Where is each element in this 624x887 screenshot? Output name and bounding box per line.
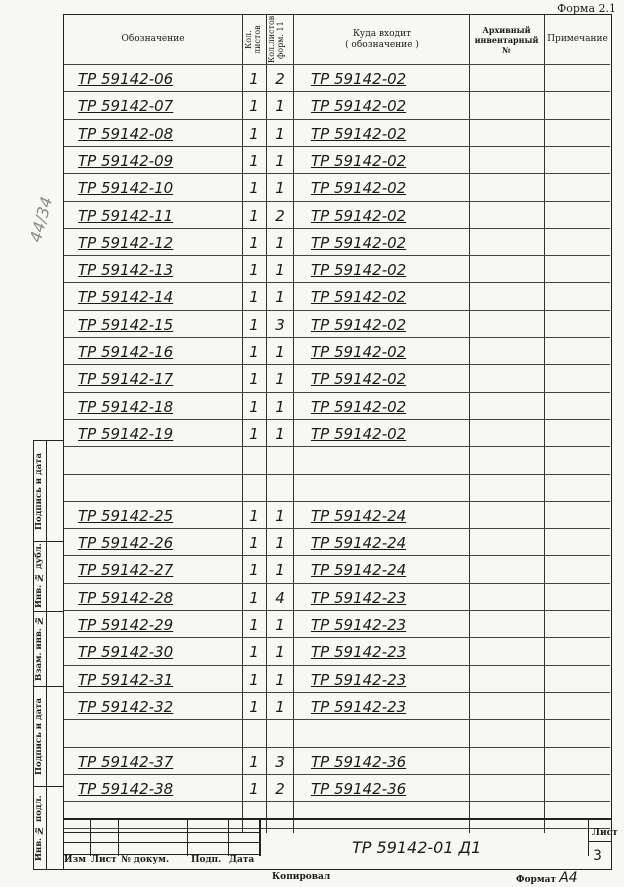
format-sheets-cell: 1	[275, 397, 285, 416]
sheets-cell	[244, 721, 264, 747]
sheets-cell: 1	[249, 315, 259, 334]
row-divider	[64, 583, 610, 584]
row-divider	[64, 228, 610, 229]
document-designation: ТР 59142-01 Д1	[352, 838, 482, 857]
row-divider	[64, 555, 610, 556]
where-used-cell: ТР 59142-23	[311, 697, 407, 716]
designation-cell: ТР 59142-31	[78, 670, 174, 689]
sheets-cell: 1	[249, 616, 259, 634]
sheets-cell: 1	[249, 343, 259, 361]
designation-cell: ТР 59142-10	[78, 179, 174, 198]
sheets-cell: 1	[249, 206, 259, 225]
designation-cell: ТР 59142-38	[78, 779, 174, 798]
row-divider	[64, 801, 610, 802]
stamp-col-line	[259, 818, 261, 856]
row-divider	[64, 364, 610, 365]
row-divider	[64, 282, 610, 283]
format-sheets-cell: 1	[275, 506, 285, 525]
format-sheets-cell: 4	[275, 588, 285, 607]
row-divider	[64, 528, 610, 529]
row-divider	[64, 719, 610, 720]
format-sheets-cell: 1	[275, 151, 285, 170]
designation-cell: ТР 59142-14	[78, 288, 174, 307]
sheets-cell: 1	[249, 561, 259, 580]
sheets-cell: 1	[249, 643, 259, 662]
designation-cell: ТР 59142-28	[78, 588, 174, 607]
row-divider	[64, 610, 610, 611]
side-divider	[34, 541, 64, 542]
sheets-cell: 1	[249, 424, 259, 443]
where-used-cell: ТР 59142-02	[311, 370, 407, 389]
where-used-cell: ТР 59142-02	[311, 343, 407, 361]
designation-cell: ТР 59142-30	[78, 643, 174, 662]
sheets-cell: 1	[249, 370, 259, 389]
format-sheets-cell: 1	[275, 424, 285, 443]
where-used-cell: ТР 59142-23	[311, 588, 407, 607]
row-divider	[64, 637, 610, 638]
column-divider	[266, 15, 267, 833]
header-divider	[64, 64, 610, 65]
stamp-col-line	[588, 818, 589, 856]
designation-cell: ТР 59142-09	[78, 151, 174, 170]
side-label: Взам. инв. №	[34, 615, 44, 682]
row-divider	[64, 419, 610, 420]
pencil-note: 44/34	[25, 194, 57, 245]
format-label: Формат А4	[516, 870, 578, 886]
designation-cell: ТР 59142-12	[78, 233, 174, 252]
designation-cell: ТР 59142-37	[78, 752, 174, 771]
format-sheets-cell: 2	[275, 206, 285, 225]
sheets-cell: 1	[249, 506, 259, 525]
sheets-cell: 1	[249, 697, 259, 716]
format-sheets-cell: 1	[275, 697, 285, 716]
row-divider	[64, 255, 610, 256]
designation-cell: ТР 59142-13	[78, 261, 174, 280]
row-divider	[64, 774, 610, 775]
where-used-cell: ТР 59142-02	[311, 124, 407, 143]
column-divider	[544, 15, 545, 833]
row-divider	[64, 692, 610, 693]
row-divider	[64, 392, 610, 393]
stamp-column-label: Лист	[91, 855, 117, 865]
row-divider	[64, 91, 610, 92]
sheets-cell: 1	[249, 261, 259, 280]
sheets-cell: 1	[249, 70, 259, 88]
where-used-cell: ТР 59142-02	[311, 70, 407, 88]
format-sheets-cell	[270, 476, 290, 502]
side-divider	[34, 786, 64, 787]
where-used-cell: ТР 59142-36	[311, 752, 407, 771]
stamp-top-border	[63, 818, 612, 820]
where-used-cell: ТР 59142-23	[311, 670, 407, 689]
sheets-cell: 1	[249, 151, 259, 170]
format-sheets-cell: 1	[275, 233, 285, 252]
header-archive: Архивный инвентарный №	[474, 24, 539, 55]
side-stamp	[33, 440, 63, 870]
where-used-cell: ТР 59142-24	[311, 534, 407, 553]
stamp-col-line	[228, 818, 229, 856]
side-divider	[34, 686, 64, 687]
where-used-cell: ТР 59142-02	[311, 261, 407, 280]
sheets-cell: 1	[249, 124, 259, 143]
designation-cell: ТР 59142-11	[78, 206, 174, 225]
header-designation: Обозначение	[121, 34, 185, 44]
stamp-row-line	[63, 842, 259, 843]
side-label: Инв. № дубл.	[34, 543, 44, 609]
stamp-row-line	[588, 841, 612, 842]
row-divider	[64, 119, 610, 120]
format-sheets-cell: 1	[275, 370, 285, 389]
where-used-cell: ТР 59142-24	[311, 506, 407, 525]
designation-cell: ТР 59142-32	[78, 697, 174, 716]
row-divider	[64, 446, 610, 447]
format-sheets-cell	[270, 448, 290, 474]
where-used-cell: ТР 59142-36	[311, 779, 407, 798]
column-divider	[469, 15, 470, 833]
specification-table	[63, 14, 612, 870]
where-used-cell: ТР 59142-02	[311, 206, 407, 225]
where-used-cell: ТР 59142-02	[311, 151, 407, 170]
side-divider	[34, 611, 64, 612]
where-used-cell: ТР 59142-02	[311, 233, 407, 252]
format-sheets-cell: 1	[275, 534, 285, 553]
stamp-col-line	[187, 818, 188, 856]
designation-cell: ТР 59142-27	[78, 561, 174, 580]
sheets-cell: 1	[249, 97, 259, 116]
format-sheets-cell: 3	[275, 315, 285, 334]
side-label: Инв. № подл.	[34, 795, 44, 862]
designation-cell: ТР 59142-18	[78, 397, 174, 416]
copied-label: Копировал	[272, 872, 331, 882]
stamp-column-label: Подп.	[191, 855, 222, 865]
format-sheets-cell: 1	[275, 124, 285, 143]
row-divider	[64, 474, 610, 475]
format-sheets-cell: 1	[275, 561, 285, 580]
sheets-cell	[244, 476, 264, 502]
form-label: Форма 2.1	[557, 2, 616, 15]
where-used-cell: ТР 59142-23	[311, 643, 407, 662]
format-sheets-cell	[270, 721, 290, 747]
where-used-cell: ТР 59142-02	[311, 397, 407, 416]
stamp-column-label: Изм	[64, 855, 87, 865]
format-sheets-cell: 2	[275, 70, 285, 88]
row-divider	[64, 337, 610, 338]
side-label: Подпись и дата	[34, 697, 44, 775]
sheet-number: 3	[593, 848, 602, 864]
row-divider	[64, 310, 610, 311]
designation-cell: ТР 59142-17	[78, 370, 174, 389]
side-label: Подпись и дата	[34, 452, 44, 530]
header-sheet-count-format: Кол.листов форм. 11	[267, 15, 285, 63]
sheets-cell: 1	[249, 588, 259, 607]
format-sheets-cell: 1	[275, 97, 285, 116]
column-divider	[293, 15, 294, 833]
format-sheets-cell: 1	[275, 288, 285, 307]
designation-cell: ТР 59142-19	[78, 424, 174, 443]
stamp-row-line	[63, 832, 259, 833]
sheets-cell: 1	[249, 670, 259, 689]
sheets-cell: 1	[249, 779, 259, 798]
where-used-cell: ТР 59142-02	[311, 424, 407, 443]
sheets-cell: 1	[249, 534, 259, 553]
sheets-cell: 1	[249, 233, 259, 252]
designation-cell: ТР 59142-25	[78, 506, 174, 525]
designation-cell: ТР 59142-06	[78, 70, 174, 88]
sheet-label: Лист	[592, 828, 618, 838]
format-sheets-cell: 1	[275, 616, 285, 634]
sheets-cell: 1	[249, 752, 259, 771]
designation-cell: ТР 59142-29	[78, 616, 174, 634]
sheets-cell: 1	[249, 179, 259, 198]
row-divider	[64, 501, 610, 502]
row-divider	[64, 201, 610, 202]
header-sheet-count: Кол. листов	[244, 25, 262, 55]
format-sheets-cell: 3	[275, 752, 285, 771]
stamp-column-label: № докум.	[121, 855, 170, 865]
format-sheets-cell: 1	[275, 643, 285, 662]
where-used-cell: ТР 59142-23	[311, 616, 407, 634]
header-note: Примечание	[547, 34, 608, 44]
row-divider	[64, 173, 610, 174]
stamp-col-line	[90, 818, 91, 856]
row-divider	[64, 146, 610, 147]
where-used-cell: ТР 59142-24	[311, 561, 407, 580]
designation-cell: ТР 59142-16	[78, 343, 174, 361]
row-divider	[64, 828, 610, 829]
designation-cell: ТР 59142-07	[78, 97, 174, 116]
sheets-cell: 1	[249, 397, 259, 416]
format-sheets-cell: 1	[275, 261, 285, 280]
format-sheets-cell: 2	[275, 779, 285, 798]
where-used-cell: ТР 59142-02	[311, 179, 407, 198]
designation-cell: ТР 59142-26	[78, 534, 174, 553]
format-sheets-cell: 1	[275, 670, 285, 689]
designation-cell: ТР 59142-08	[78, 124, 174, 143]
where-used-cell: ТР 59142-02	[311, 97, 407, 116]
column-divider	[242, 15, 243, 833]
row-divider	[64, 665, 610, 666]
where-used-cell: ТР 59142-02	[311, 288, 407, 307]
where-used-cell: ТР 59142-02	[311, 315, 407, 334]
header-where-used: Куда входит ( обозначение )	[345, 28, 419, 50]
designation-cell: ТР 59142-15	[78, 315, 174, 334]
format-sheets-cell: 1	[275, 179, 285, 198]
row-divider	[64, 747, 610, 748]
format-sheets-cell: 1	[275, 343, 285, 361]
stamp-col-line	[118, 818, 119, 856]
sheets-cell	[244, 448, 264, 474]
stamp-column-label: Дата	[229, 855, 255, 865]
sheets-cell: 1	[249, 288, 259, 307]
